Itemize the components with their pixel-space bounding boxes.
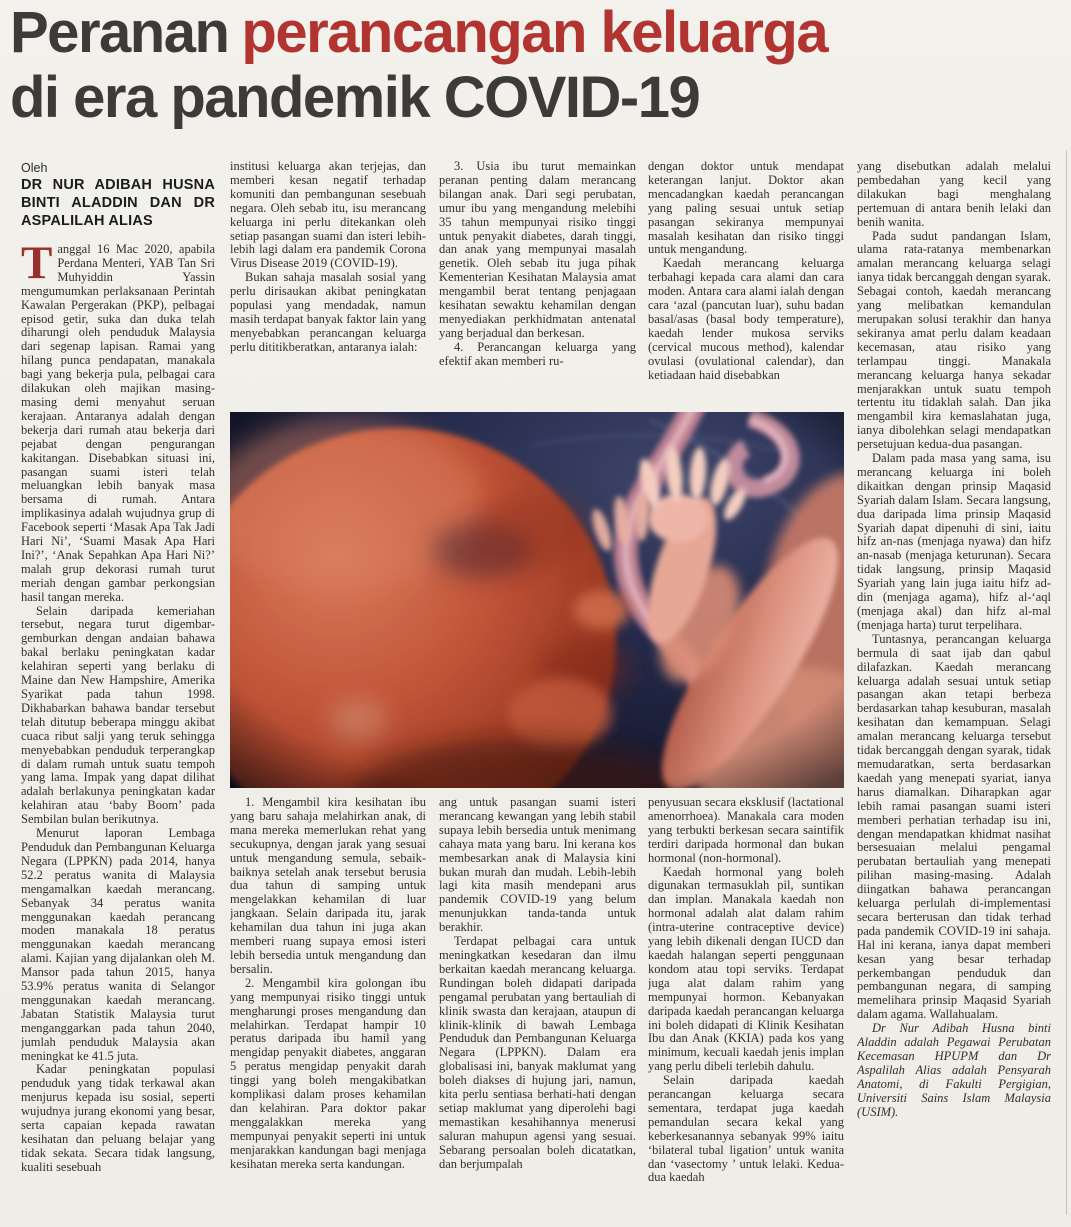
paragraph: 1. Mengambil kira kesihatan ibu yang baru sahaja melahirkan anak, di mana mereka memerlukan rehat yang secukupnya, dengan jarak yang sesuai untuk mengandung semula, sebaik-baiknya setelah anak tersebut berusia dua tahun di samping untuk mengelakkan kehamilan di luar jangkaan. Selain daripada itu, jarak kehamilan dua tahun ini juga akan memberi ruang supaya emosi isteri lebih bersedia untuk mengandung dan bersalin.	[230, 796, 426, 976]
paragraph: penyusuan secara eksklusif (lactational amenorrhoea). Manakala cara moden yang terbukti berkesan secara saintifik terdiri daripada hormonal dan bukan hormonal (non-hormonal).	[648, 796, 844, 865]
paragraph: Tuntasnya, perancangan keluarga bermula di saat ijab dan qabul dilafazkan. Kaedah merancang keluarga adalah sesuai untuk setiap pasangan akan tetapi berbeza berdasarkan tahap kesuburan, masalah kesihatan dan kemampuan. Selagi amalan merancang keluarga tersebut tidak bercanggah dengan syarak, tidak memudaratkan, serta berdasarkan kaedah yang menepati syariat, ianya harus diamalkan. Diharapkan agar lebih ramai pasangan suami isteri memberi perhatian terhadap isu ini, dengan mendapatkan khidmat nasihat bersesuaian melalui pengamal perubatan bertauliah yang menepati pilihan masing-masing. Adalah diingatkan bahawa perancangan keluarga perlulah di-implementasi secara berterusan dan tidak terhad pada pandemik COVID-19 ini sahaja. Hal ini kerana, ianya dapat memberi kesan yang besar terhadap perkembangan penduduk dan pembangunan negara, di samping memelihara prinsip Maqasid Syariah dalam agama. Wallahualam.	[857, 631, 1051, 1022]
column-4-top	[648, 160, 844, 410]
column-2-top	[230, 160, 426, 410]
column-1	[21, 160, 215, 1218]
headline	[10, 0, 1060, 130]
paragraph: Kaedah hormonal yang boleh digunakan termasuklah pil, suntikan dan implan. Manakala kaedah non hormonal adalah alat dalam rahim (intra-uterine contraceptive device) yang lebih dikenali dengan IUCD dan kaedah halangan seperti penggunaan kondom atau topi serviks. Terdapat juga alat dalam rahim yang mempunyai hormon. Kebanyakan daripada kaedah perancangan keluarga ini boleh didapati di Klinik Kesihatan Ibu dan Anak (KKIA) pada kos yang minimum, kecuali kaedah jenis implan yang perlu dibeli terlebih dahulu.	[648, 864, 844, 1074]
dropcap-letter: T	[21, 237, 53, 289]
paragraph: Menurut laporan Lembaga Penduduk dan Pembangunan Keluarga Negara (LPPKN) pada 2014, hanya 52.2 peratus wanita di Malaysia mengamalkan kaedah merancang. Sebanyak 34 peratus wanita menggunakan kaedah perancang moden manakala 18 peratus menggunakan kaedah merancang alami. Kajian yang dijalankan oleh M. Mansor pada tahun 2015, hanya 53.9% peratus wanita di Selangor menggunakan kaedah merancang. Jabatan Statistik Malaysia turut menganggarkan pada tahun 2040, jumlah penduduk Malaysia akan meningkat ke 41.5 juta.	[21, 826, 215, 1063]
paragraph: Kaedah merancang keluarga terbahagi kepada cara alami dan cara moden. Antara cara alami ialah dengan cara ‘azal (pancutan luar), suhu badan basal/asas (basal body temperature), kaedah lender mukosa serviks (cervical mucous method), kalendar ovulasi (ovulational calendar), dan ketiadaan haid disebabkan	[648, 256, 844, 382]
paragraph: Pada sudut pandangan Islam, ulama rata-ratanya membenarkan amalan merancang keluarga selagi ianya tidak bercanggah dengan syarak. Sebagai contoh, kaedah merancang yang melibatkan kemandulan merupakan solusi terakhir dan hanya sekiranya amat perlu dalam keadaan kecemasan, atau risiko yang terlampau tinggi. Manakala merancang keluarga hanya sekadar menjarakkan untuk suatu tempoh tertentu itu tidaklah salah. Dan jika mengambil kira kemaslahatan juga, ianya dibolehkan selagi mendapatkan persetujuan kedua-dua pasangan.	[857, 228, 1051, 452]
paragraph: 2. Mengambil kira golongan ibu yang mempunyai risiko tinggi untuk mengharungi proses mengandung dan melahirkan. Terdapat hampir 10 peratus daripada ibu hamil yang mengidap penyakit diabetes, anggaran 5 peratus mengidap penyakit darah tinggi yang boleh mengakibatkan komplikasi dalam proses kehamilan dan kelahiran. Para doktor pakar menggalakkan mereka yang mempunyai penyakit seperti ini untuk menjarakkan kandungan bagi menjaga kesihatan mereka serta kandungan.	[230, 975, 426, 1171]
fetus-in-womb-photo	[230, 412, 844, 788]
paragraph: 3. Usia ibu turut memainkan peranan penting dalam merancang bilangan anak. Dari segi perubatan, umur ibu yang mengandung melebihi 35 tahun mempunyai risiko tinggi untuk penyakit diabetes, darah tinggi, dan anak yang mempunyai masalah genetik. Oleh sebab itu juga pihak Kementerian Kesihatan Malaysia amat mengambil berat tentang penjagaan kesihatan sewaktu kehamilan dengan menyediakan perkhidmatan antenatal yang berjadual dan berkesan.	[439, 160, 636, 340]
column-3-bottom	[439, 796, 636, 1220]
paragraph: institusi keluarga akan terjejas, dan memberi kesan negatif terhadap komuniti dan pembangunan sesebuah negara. Oleh sebab itu, isu merancang keluarga ini perlu ditekankan oleh setiap pasangan suami dan isteri lebih-lebih lagi dalam era pandemik Corona Virus Disease 2019 (COVID-19).	[230, 160, 426, 271]
paragraph: Dalam pada masa yang sama, isu merancang keluarga ini boleh dikaitkan dengan prinsip Maqasid Syariah dalam Islam. Secara langsung, dua daripada lima prinsip Maqasid Syariah dapat dipenuhi di sini, iaitu hifz an-nas (menjaga nyawa) dan hifz an-nasab (menjaga keturunan). Secara tidak langsung, prinsip Maqasid Syariah yang lain juga iaitu hifz ad-din (menjaga agama), hifz al-‘aql (menjaga akal) dan hifz al-mal (menjaga harta) turut terpelihara.	[857, 451, 1051, 632]
paragraph-lead	[21, 237, 215, 605]
byline-authors: DR NUR ADIBAH HUSNA BINTI ALADDIN DAN DR ASPALILAH ALIAS	[21, 177, 215, 229]
byline	[21, 160, 215, 230]
paragraph: 4. Perancangan keluarga yang efektif akan memberi ru-	[439, 339, 636, 368]
headline-line2: di era pandemik COVID-19	[10, 65, 700, 130]
page-edge-divider	[1066, 150, 1067, 1215]
headline-lead: Peranan	[10, 0, 229, 65]
column-2-bottom	[230, 796, 426, 1220]
paragraph: dengan doktor untuk mendapat keterangan lanjut. Doktor akan mencadangkan kaedah perancangan yang paling sesuai untuk setiap pasangan sekiranya mempunyai masalah kesihatan dan risiko tinggi untuk mengandung.	[648, 160, 844, 257]
column-3-top	[439, 160, 636, 410]
paragraph: ang untuk pasangan suami isteri merancang kewangan yang lebih stabil supaya lebih bersedia untuk menimang cahaya mata yang baru. Ini kerana kos membesarkan anak di Malaysia kini bukan murah dan mudah. Lebih-lebih lagi kita masih mendepani arus pandemik COVID-19 yang belum menunjukkan tanda-tanda untuk berakhir.	[439, 796, 636, 935]
column-4-bottom	[648, 796, 844, 1220]
paragraph: Kadar peningkatan populasi penduduk yang tidak terkawal akan menjurus kepada isu sosial, seperti wujudnya jurang ekonomi yang besar, serta capaian kepada rawatan kesihatan dan peluang belajar yang tidak sekata. Secara tidak langsung, kualiti sesebuah	[21, 1062, 215, 1174]
paragraph: Terdapat pelbagai cara untuk meningkatkan kesedaran dan ilmu berkaitan kaedah merancang keluarga. Rundingan boleh didapati daripada pengamal perubatan yang bertauliah di klinik swasta dan kerajaan, ataupun di klinik-klinik di bawah Lembaga Penduduk dan Pembangunan Keluarga Negara (LPPKN). Dalam era globalisasi ini, banyak maklumat yang boleh diakses di hujung jari, namun, kita perlu sentiasa berhati-hati dengan setiap maklumat yang diperolehi bagi memastikan kesahihannya menerusi saluran mahupun agensi yang sesuai. Sebarang persoalan boleh dicatatkan, dan berjumpalah	[439, 934, 636, 1171]
paragraph: Selain daripada kaedah perancangan keluarga secara sementara, terdapat juga kaedah pemandulan secara kekal yang keberkesanannya sebanyak 99% iaitu ‘bilateral tubal ligation’ untuk wanita dan ‘vasectomy ’ untuk lelaki. Kedua-dua kaedah	[648, 1073, 844, 1185]
fetus-image	[230, 412, 844, 788]
author-bio: Dr Nur Adibah Husna binti Aladdin adalah Pegawai Perubatan Kecemasan HPUPM dan Dr Aspalilah Alias adalah Pensyarah Anatomi, di Fakulti Pergigian, Universiti Sains Islam Malaysia (USIM).	[857, 1021, 1051, 1119]
paragraph: Bukan sahaja masalah sosial yang perlu dirisaukan akibat peningkatan populasi yang mendadak, namun masih terdapat banyak faktor lain yang menyebabkan perancangan keluarga perlu dititikberatkan, antaranya ialah:	[230, 270, 426, 354]
paragraph-text: anggal 16 Mac 2020, apabila Perdana Menteri, YAB Tan Sri Muhyiddin Yassin mengumumkan perlaksanaan Perintah Kawalan Pergerakan (PKP), pelbagai episod getir, suka dan duka telah diharungi oleh penduduk Malaysia dari segenap lapisan. Ramai yang hilang punca pendapatan, manakala bagi yang bekerja pula, pelbagai cara dilakukan oleh majikan masing-masing demi menyahut seruan kerajaan. Antaranya adalah dengan bekerja dari rumah atau bekerja dari pejabat dengan pengurangan kakitangan. Disebabkan situasi ini, pasangan suami isteri telah meluangkan lebih banyak masa bersama di rumah. Antara implikasinya adalah wujudnya grup di Facebook seperti ‘Masak Apa Tak Jadi Hari Ni’, ‘Suami Masak Apa Hari Ini?’, ‘Anak Sepahkan Apa Hari Ni?’ malah grup dekorasi rumah turut meriah dengan gambar perkongsian hasil tangan mereka.	[21, 242, 215, 604]
headline-highlight: perancangan keluarga	[241, 0, 828, 65]
paragraph: yang disebutkan adalah melalui pembedahan yang kecil yang dilakukan bagi menghalang pertemuan di antara benih lelaki dan benih wanita.	[857, 160, 1051, 229]
byline-label: Oleh	[21, 161, 48, 175]
paragraph: Selain daripada kemeriahan tersebut, negara turut digembar-gemburkan dengan andaian bahawa bakal berlaku peningkatan kadar kelahiran seperti yang berlaku di Maine dan New Hampshire, Amerika Syarikat pada tahun 1998. Dikhabarkan bahawa bandar tersebut telah ditutup beberapa minggu akibat cuaca ribut salji yang teruk sehingga menyebabkan penduduk terperangkap di dalam rumah untuk suatu tempoh yang lama. Impak yang dapat dilihat adalah berlakunya peningkatan kadar kelahiran atau ‘baby Boom’ pada Sembilan bulan berikutnya.	[21, 603, 215, 827]
column-5	[857, 160, 1051, 1220]
